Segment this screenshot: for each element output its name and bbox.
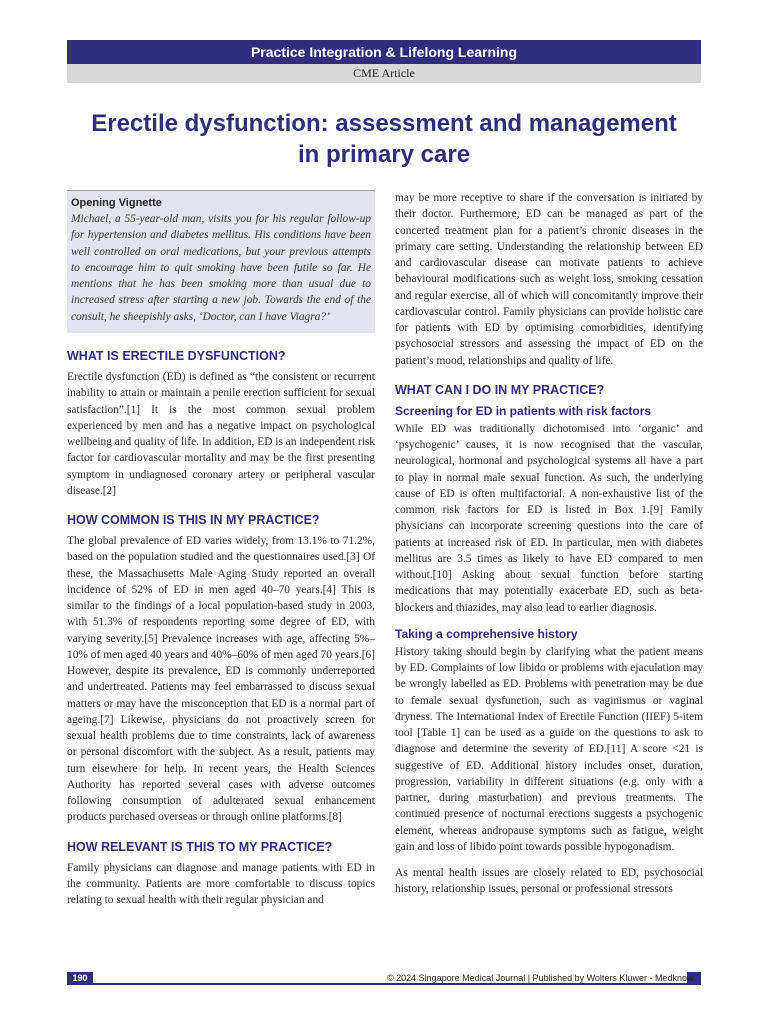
heading-what-is-ed: WHAT IS ERECTILE DYSFUNCTION? (67, 349, 286, 364)
paragraph-history: History taking should begin by clarifying what the patient means by ED. Complaints of low libido or problems with ejaculation may be wrongly labelled as ED. Problems with penetration may be due to female sexual dysfunction, such as vaginismus or vaginal dryness. The International Index of Erectile Function (IIEF) 5-item tool [Table 1] can be used as a guide on the questions to ask to diagnose and determine the severity of ED.[11] A score <21 is suggestive of ED. Additional history includes onset, duration, progression, variability in different situations (e.g. only with a partner, during masturbation) and previous treatments. The continued presence of nocturnal erections suggests a psychogenic element, whereas andropause symptoms such as fatigue, weight gain and loss of libido point towards possible hypogonadism. (395, 645, 703, 853)
footer-citation: © 2024 Singapore Medical Journal | Published by Wolters Kluwer - Medknow (387, 973, 694, 983)
vignette-heading: Opening Vignette (71, 197, 162, 209)
article-title (67, 108, 701, 170)
subheading-history: Taking a comprehensive history (395, 626, 578, 641)
paragraph-what-is-ed: Erectile dysfunction (ED) is defined as “the consistent or recurrent inability to attain or maintain a penile erection sufficient for sexual satisfaction”.[1] It is the most common sexual problem experienced by men and has a negative impact on psychological wellbeing and quality of life. In addition, ED is an independent risk factor for cardiovascular mortality and may be the first presenting symptom in undiagnosed coronary artery or peripheral vascular disease.[2] (67, 371, 375, 497)
page-footer (67, 972, 701, 986)
opening-vignette-box (67, 190, 375, 333)
section-banner: Practice Integration & Lifelong Learning (67, 40, 701, 64)
right-column (395, 190, 703, 898)
heading-how-common: HOW COMMON IS THIS IN MY PRACTICE? (67, 513, 320, 528)
left-column (67, 190, 375, 908)
paragraph-mental-health: As mental health issues are closely related to ED, psychosocial history, relationship issues, personal or professional stressors (395, 867, 703, 896)
vignette-text: Michael, a 55-year-old man, visits you for his regular follow-up for hypertension and diabetes mellitus. His conditions have been well controlled on oral medications, but your previous attempts to encourage him to quit smoking have been futile so far. He mentions that he has been smoking more than usual due to increased stress after starting a new job. Towards the end of the consult, he sheepishly asks, ‘Doctor, can I have Viagra?’ (71, 213, 371, 323)
article-title-line-1: Erectile dysfunction: assessment and management (91, 110, 677, 137)
heading-what-can-i-do: WHAT CAN I DO IN MY PRACTICE? (395, 382, 605, 397)
paragraph-relevant-continued: may be more receptive to share if the conversation is initiated by their doctor. Furthermore, ED can be managed as part of the concerted treatment plan for a patient’s chronic diseases in the primary care setting. Understanding the relationship between ED and cardiovascular disease can motivate patients to achieve behavioural modifications such as weight loss, smoking cessation and regular exercise, all of which will concomitantly improve their cardiovascular control. Family physicians can provide holistic care for patients with ED by optimising comorbidities, identifying psychosocial stressors and assessing the impact of ED on the patient’s mood, relationships and quality of life. (395, 192, 703, 367)
page-number: 190 (67, 972, 93, 985)
subheading-screening: Screening for ED in patients with risk factors (395, 403, 652, 418)
paragraph-screening: While ED was traditionally dichotomised into ‘organic’ and ‘psychogenic’ causes, it is now recognised that the vascular, neurological, hormonal and psychological systems all have a part to play in normal male sexual function. As such, the underlying cause of ED is often multifactorial. A non-exhaustive list of the common risk factors for ED is listed in Box 1.[9] Family physicians can incorporate screening questions into the care of patients at increased risk of ED. In particular, men with diabetes mellitus are 3.5 times as likely to have ED compared to men without.[10] Asking about sexual function before starting medications that may potentially exacerbate ED, such as beta-blockers and thiazides, may also lead to earlier diagnosis. (395, 422, 703, 614)
paragraph-how-relevant: Family physicians can diagnose and manage patients with ED in the community. Patients are more comfortable to discuss topics relating to sexual health with their regular physician and (67, 861, 375, 907)
paragraph-how-common: The global prevalence of ED varies widely, from 13.1% to 71.2%, based on the population studied and the questionnaires used.[3] Of these, the Massachusetts Male Aging Study reported an overall incidence of 52% of ED in men aged 40–70 years.[4] This is similar to the findings of a local population-based study in 2003, with 51.3% of respondents reporting some degree of ED, with varying severity.[5] Prevalence increases with age, affecting 5%–10% of men aged 40 years and 40%–60% of men aged 70 years.[6] However, despite its prevalence, ED is commonly underreported and undertreated. Patients may feel embarrassed to discuss sexual matters or may have the misconception that ED is a normal part of ageing.[7] Likewise, physicians do not proactively screen for sexual health problems due to time constraints, lack of awareness or personal discomfort with the subject. As a result, patients may turn elsewhere for help. In recent years, the Health Sciences Authority has reported several cases with adverse outcomes following consumption of adulterated sexual enhancement products purchased overseas or through online platforms.[8] (67, 535, 375, 824)
article-type-label: CME Article (67, 64, 701, 83)
heading-how-relevant: HOW RELEVANT IS THIS TO MY PRACTICE? (67, 839, 333, 854)
article-title-line-2: in primary care (297, 141, 471, 168)
